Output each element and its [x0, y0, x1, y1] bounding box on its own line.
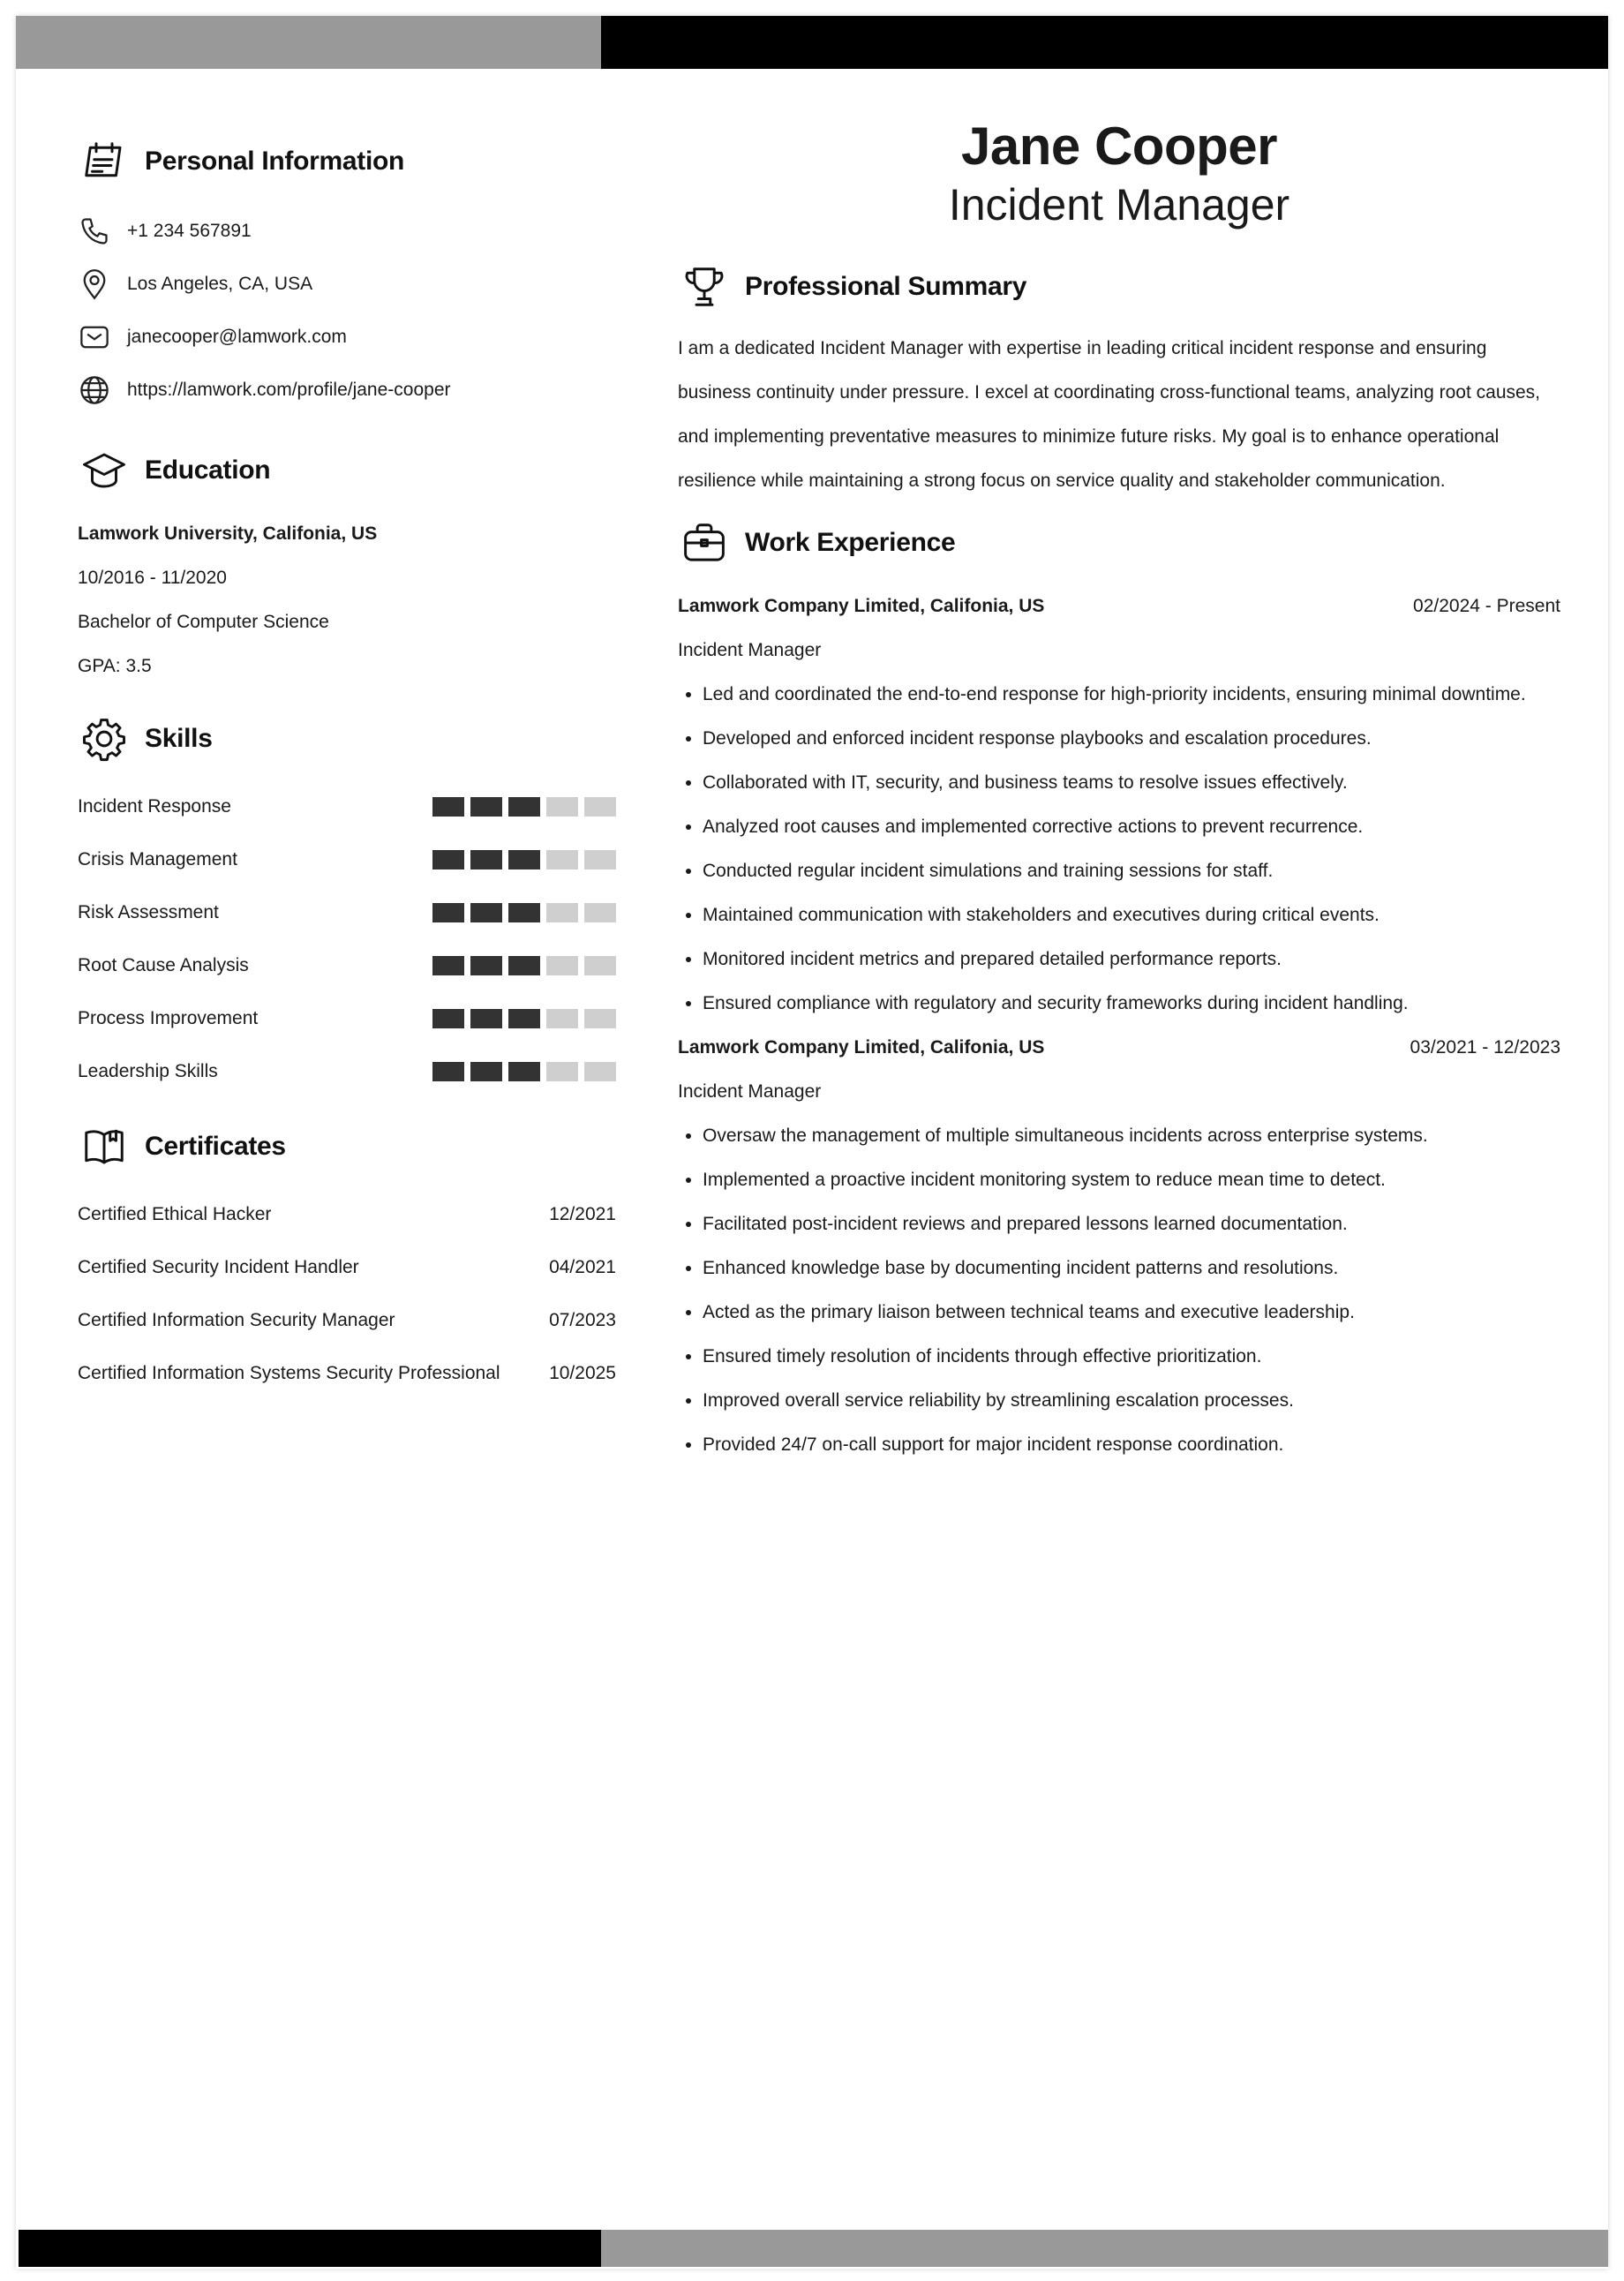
certificate-row — [78, 1241, 616, 1294]
certificate-name: Certified Security Incident Handler — [78, 1257, 359, 1277]
job-bullet: • Developed and enforced incident response playbooks and escalation procedures. — [703, 717, 1560, 761]
job-dates: 02/2024 - Present — [1413, 596, 1560, 616]
skill-row — [78, 780, 616, 833]
skill-level-block — [584, 956, 616, 975]
mail-icon — [78, 320, 111, 354]
skill-level-block — [546, 797, 578, 817]
job-role: Incident Manager — [678, 1081, 822, 1102]
education-dates: 10/2016 - 11/2020 — [78, 568, 227, 588]
contact-website — [78, 364, 616, 417]
certificate-row — [78, 1188, 616, 1241]
job-bullet: • Analyzed root causes and implemented corrective actions to prevent recurrence. — [703, 805, 1560, 849]
skill-level-block — [470, 1009, 502, 1028]
education-heading — [78, 440, 616, 501]
job-header — [678, 1026, 1560, 1070]
skill-row — [78, 992, 616, 1045]
skill-level-block — [584, 1062, 616, 1081]
skill-level-block — [470, 797, 502, 817]
job-entry — [678, 584, 1560, 1026]
skill-level-meter — [432, 797, 616, 817]
location-pin-icon — [78, 267, 111, 301]
skill-name: Crisis Management — [78, 849, 237, 869]
job-bullet: • Oversaw the management of multiple simultaneous incidents across enterprise systems. — [703, 1114, 1560, 1158]
bottom-gray-bar — [601, 2230, 1608, 2267]
top-gray-bar — [16, 16, 601, 69]
job-bullet: • Led and coordinated the end-to-end response for high-priority incidents, ensuring minimal downtime. — [703, 673, 1560, 717]
skill-level-block — [546, 1009, 578, 1028]
skill-name: Risk Assessment — [78, 902, 219, 922]
job-bullet: • Provided 24/7 on-call support for major incident response coordination. — [703, 1423, 1560, 1467]
resume-page — [16, 16, 1608, 2269]
certificate-date: 07/2023 — [549, 1310, 616, 1330]
contact-email — [78, 311, 616, 364]
summary-title: Professional Summary — [745, 272, 1027, 301]
skill-level-block — [432, 956, 464, 975]
skill-row — [78, 886, 616, 939]
job-header — [678, 584, 1560, 629]
skill-level-block — [508, 956, 540, 975]
skill-row — [78, 1045, 616, 1098]
skills-title: Skills — [145, 724, 213, 753]
id-card-icon — [78, 135, 131, 188]
job-bullet: • Maintained communication with stakeholders and executives during critical events. — [703, 893, 1560, 937]
certificate-row — [78, 1347, 616, 1400]
certificate-name: Certified Information Security Manager — [78, 1310, 395, 1330]
education-school: Lamwork University, Califonia, US — [78, 523, 378, 544]
gear-icon — [78, 712, 131, 765]
skill-name: Leadership Skills — [78, 1061, 218, 1081]
graduation-cap-icon — [78, 444, 131, 497]
summary-heading — [678, 256, 1560, 318]
jobs-list — [678, 584, 1560, 1467]
experience-title: Work Experience — [745, 528, 956, 557]
skill-level-block — [432, 1009, 464, 1028]
education-gpa: GPA: 3.5 — [78, 656, 152, 676]
phone-text: +1 234 567891 — [127, 221, 252, 241]
skill-level-block — [584, 850, 616, 869]
job-bullet: • Implemented a proactive incident monitoring system to reduce mean time to detect. — [703, 1158, 1560, 1202]
skill-level-block — [508, 1009, 540, 1028]
job-bullet: • Improved overall service reliability by streamlining escalation processes. — [703, 1379, 1560, 1423]
skill-level-block — [584, 903, 616, 922]
skill-level-meter — [432, 1009, 616, 1028]
skill-level-block — [432, 903, 464, 922]
candidate-name: Jane Cooper — [961, 117, 1277, 176]
skill-row — [78, 833, 616, 886]
certificate-date: 12/2021 — [549, 1204, 616, 1224]
skill-level-block — [432, 797, 464, 817]
personal-info-heading — [78, 131, 616, 192]
job-bullet: • Facilitated post-incident reviews and prepared lessons learned documentation. — [703, 1202, 1560, 1246]
skills-list — [78, 780, 616, 1098]
job-bullet: • Monitored incident metrics and prepared detailed performance reports. — [703, 937, 1560, 982]
skill-level-block — [584, 797, 616, 817]
skill-level-block — [470, 956, 502, 975]
personal-info-title: Personal Information — [145, 147, 405, 176]
skill-level-block — [432, 850, 464, 869]
job-role: Incident Manager — [678, 640, 822, 660]
job-bullet: • Collaborated with IT, security, and business teams to resolve issues effectively. — [703, 761, 1560, 805]
experience-heading — [678, 512, 1560, 574]
email-text: janecooper@lamwork.com — [127, 327, 347, 347]
contact-phone — [78, 205, 616, 258]
job-bullet: • Ensured compliance with regulatory and security frameworks during incident handling. — [703, 982, 1560, 1026]
certificate-name: Certified Information Systems Security Professional — [78, 1363, 500, 1383]
skill-level-block — [470, 1062, 502, 1081]
skill-level-meter — [432, 1062, 616, 1081]
skill-level-block — [508, 850, 540, 869]
skill-name: Process Improvement — [78, 1008, 259, 1028]
education-degree: Bachelor of Computer Science — [78, 612, 329, 632]
certificate-name: Certified Ethical Hacker — [78, 1204, 272, 1224]
job-bullet: • Ensured timely resolution of incidents through effective prioritization. — [703, 1335, 1560, 1379]
skill-level-block — [508, 1062, 540, 1081]
skill-name: Root Cause Analysis — [78, 955, 249, 975]
job-entry — [678, 1026, 1560, 1467]
summary-text: I am a dedicated Incident Manager with expertise in leading critical incident response and ensuring business continuity under pressure. I excel at coordinating cross-functional teams, analyzing root causes, and implementing preventative measures to minimize future risks. My goal is to enhance operational resilience while maintaining a strong focus on service quality and stakeholder communication. — [678, 338, 1541, 491]
certificate-date: 10/2025 — [549, 1363, 616, 1383]
education-title: Education — [145, 455, 271, 485]
top-black-bar — [601, 16, 1608, 69]
job-bullet: • Enhanced knowledge base by documenting incident patterns and resolutions. — [703, 1246, 1560, 1291]
briefcase-icon — [678, 516, 731, 569]
left-column — [78, 131, 616, 1400]
skill-level-block — [508, 903, 540, 922]
skill-level-block — [470, 903, 502, 922]
candidate-title: Incident Manager — [948, 180, 1290, 230]
job-company: Lamwork Company Limited, Califonia, US — [678, 596, 1045, 616]
skill-level-block — [584, 1009, 616, 1028]
skill-level-block — [546, 903, 578, 922]
certificates-list — [78, 1188, 616, 1400]
skill-level-meter — [432, 956, 616, 975]
skill-level-meter — [432, 850, 616, 869]
right-column — [678, 115, 1560, 1467]
globe-icon — [78, 373, 111, 407]
location-text: Los Angeles, CA, USA — [127, 274, 313, 294]
skill-level-block — [432, 1062, 464, 1081]
skills-heading — [78, 708, 616, 770]
website-text: https://lamwork.com/profile/jane-cooper — [127, 380, 451, 400]
job-dates: 03/2021 - 12/2023 — [1410, 1037, 1560, 1058]
job-company: Lamwork Company Limited, Califonia, US — [678, 1037, 1045, 1058]
bottom-black-bar — [19, 2230, 601, 2267]
job-bullet: • Conducted regular incident simulations and training sessions for staff. — [703, 849, 1560, 893]
certificates-heading — [78, 1116, 616, 1178]
phone-icon — [78, 215, 111, 248]
certificates-title: Certificates — [145, 1132, 286, 1161]
job-bullets — [678, 673, 1560, 1026]
certificate-date: 04/2021 — [549, 1257, 616, 1277]
skill-name: Incident Response — [78, 796, 231, 817]
skill-level-block — [508, 797, 540, 817]
skill-level-block — [546, 956, 578, 975]
open-book-icon — [78, 1120, 131, 1173]
skill-row — [78, 939, 616, 992]
skill-level-block — [546, 1062, 578, 1081]
contact-location — [78, 258, 616, 311]
skill-level-block — [546, 850, 578, 869]
trophy-icon — [678, 260, 731, 313]
skill-level-meter — [432, 903, 616, 922]
job-bullets — [678, 1114, 1560, 1467]
skill-level-block — [470, 850, 502, 869]
job-bullet: • Acted as the primary liaison between technical teams and executive leadership. — [703, 1291, 1560, 1335]
certificate-row — [78, 1294, 616, 1347]
